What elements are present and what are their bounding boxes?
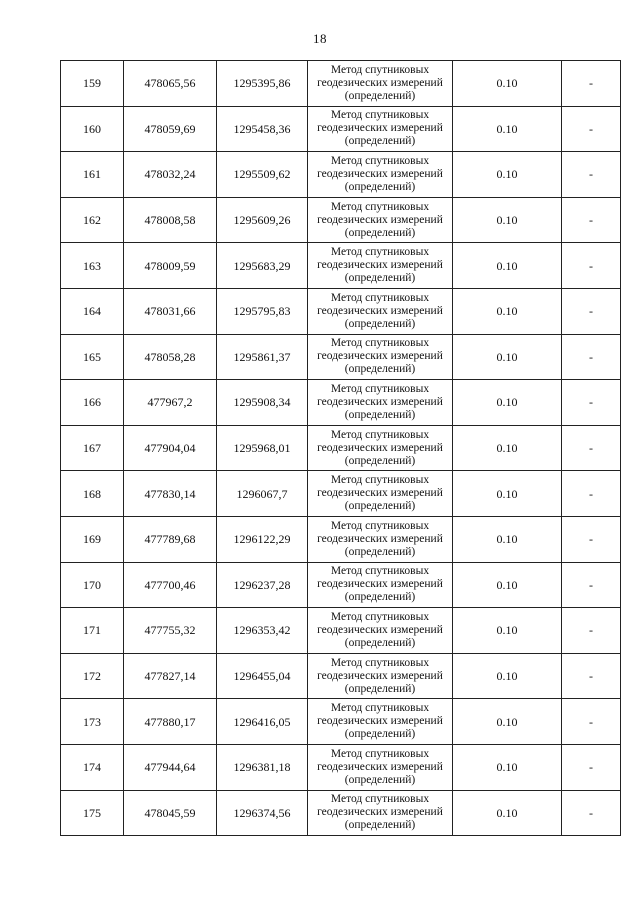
x-coordinate-cell: 478059,69 — [124, 106, 217, 152]
x-coordinate-cell: 478045,59 — [124, 790, 217, 836]
y-coordinate-cell: 1296416,05 — [217, 699, 308, 745]
extra-cell: - — [562, 562, 621, 608]
method-line: (определений) — [344, 408, 416, 421]
method-line: Метод спутниковых — [330, 382, 430, 395]
method-line: Метод спутниковых — [330, 154, 430, 167]
method-line: геодезических измерений — [317, 760, 443, 773]
method-line: геодезических измерений — [317, 395, 443, 408]
method-cell — [308, 608, 453, 654]
y-coordinate-cell: 1296067,7 — [217, 471, 308, 517]
extra-cell: - — [562, 699, 621, 745]
table-row — [61, 699, 621, 745]
x-coordinate-cell: 477967,2 — [124, 380, 217, 426]
method-line: (определений) — [344, 226, 416, 239]
method-line: (определений) — [344, 591, 416, 604]
method-cell — [308, 61, 453, 107]
extra-cell: - — [562, 243, 621, 289]
method-line: (определений) — [344, 317, 416, 330]
extra-cell: - — [562, 790, 621, 836]
method-line: Метод спутниковых — [330, 656, 430, 669]
method-line: (определений) — [344, 682, 416, 695]
x-coordinate-cell: 477880,17 — [124, 699, 217, 745]
y-coordinate-cell: 1295968,01 — [217, 425, 308, 471]
page-number: 18 — [313, 31, 327, 46]
method-cell — [308, 471, 453, 517]
method-cell — [308, 790, 453, 836]
extra-cell: - — [562, 288, 621, 334]
method-line: (определений) — [344, 500, 416, 513]
table-row — [61, 562, 621, 608]
table-row — [61, 744, 621, 790]
y-coordinate-cell: 1296353,42 — [217, 608, 308, 654]
method-cell — [308, 744, 453, 790]
x-coordinate-cell: 478058,28 — [124, 334, 217, 380]
x-coordinate-cell: 478065,56 — [124, 61, 217, 107]
accuracy-cell: 0.10 — [453, 380, 562, 426]
method-cell — [308, 699, 453, 745]
extra-cell: - — [562, 380, 621, 426]
table-row — [61, 653, 621, 699]
table-row — [61, 106, 621, 152]
accuracy-cell: 0.10 — [453, 744, 562, 790]
point-number-cell: 175 — [61, 790, 124, 836]
point-number-cell: 160 — [61, 106, 124, 152]
y-coordinate-cell: 1296455,04 — [217, 653, 308, 699]
point-number-cell: 171 — [61, 608, 124, 654]
method-cell — [308, 106, 453, 152]
method-line: (определений) — [344, 728, 416, 741]
point-number-cell: 172 — [61, 653, 124, 699]
point-number-cell: 169 — [61, 516, 124, 562]
method-line: геодезических измерений — [317, 578, 443, 591]
accuracy-cell: 0.10 — [453, 471, 562, 517]
method-cell — [308, 425, 453, 471]
x-coordinate-cell: 477789,68 — [124, 516, 217, 562]
method-line: (определений) — [344, 636, 416, 649]
point-number-cell: 162 — [61, 197, 124, 243]
method-line: Метод спутниковых — [330, 337, 430, 350]
method-line: геодезических измерений — [317, 304, 443, 317]
method-line: Метод спутниковых — [330, 474, 430, 487]
method-line: Метод спутниковых — [330, 793, 430, 806]
method-cell — [308, 197, 453, 243]
method-cell — [308, 562, 453, 608]
x-coordinate-cell: 477904,04 — [124, 425, 217, 471]
accuracy-cell: 0.10 — [453, 197, 562, 243]
y-coordinate-cell: 1296374,56 — [217, 790, 308, 836]
method-line: Метод спутниковых — [330, 428, 430, 441]
method-cell — [308, 243, 453, 289]
table-row — [61, 516, 621, 562]
y-coordinate-cell: 1296122,29 — [217, 516, 308, 562]
accuracy-cell: 0.10 — [453, 425, 562, 471]
accuracy-cell: 0.10 — [453, 243, 562, 289]
point-number-cell: 173 — [61, 699, 124, 745]
x-coordinate-cell: 477827,14 — [124, 653, 217, 699]
point-number-cell: 165 — [61, 334, 124, 380]
method-line: (определений) — [344, 272, 416, 285]
method-line: геодезических измерений — [317, 669, 443, 682]
method-line: геодезических измерений — [317, 806, 443, 819]
method-line: геодезических измерений — [317, 532, 443, 545]
method-line: (определений) — [344, 819, 416, 832]
method-line: Метод спутниковых — [330, 63, 430, 76]
method-line: (определений) — [344, 89, 416, 102]
extra-cell: - — [562, 744, 621, 790]
accuracy-cell: 0.10 — [453, 608, 562, 654]
method-line: (определений) — [344, 363, 416, 376]
x-coordinate-cell: 477944,64 — [124, 744, 217, 790]
table-row — [61, 790, 621, 836]
y-coordinate-cell: 1296381,18 — [217, 744, 308, 790]
extra-cell: - — [562, 334, 621, 380]
y-coordinate-cell: 1295458,36 — [217, 106, 308, 152]
method-line: геодезических измерений — [317, 487, 443, 500]
y-coordinate-cell: 1295683,29 — [217, 243, 308, 289]
accuracy-cell: 0.10 — [453, 61, 562, 107]
coordinates-table — [60, 60, 621, 836]
x-coordinate-cell: 478031,66 — [124, 288, 217, 334]
x-coordinate-cell: 477700,46 — [124, 562, 217, 608]
method-line: (определений) — [344, 545, 416, 558]
accuracy-cell: 0.10 — [453, 106, 562, 152]
y-coordinate-cell: 1295861,37 — [217, 334, 308, 380]
x-coordinate-cell: 478009,59 — [124, 243, 217, 289]
table-row — [61, 608, 621, 654]
x-coordinate-cell: 477755,32 — [124, 608, 217, 654]
method-line: (определений) — [344, 773, 416, 786]
method-line: Метод спутниковых — [330, 747, 430, 760]
accuracy-cell: 0.10 — [453, 653, 562, 699]
method-line: Метод спутниковых — [330, 519, 430, 532]
method-line: геодезических измерений — [317, 76, 443, 89]
table-row — [61, 380, 621, 426]
accuracy-cell: 0.10 — [453, 152, 562, 198]
method-cell — [308, 288, 453, 334]
y-coordinate-cell: 1295795,83 — [217, 288, 308, 334]
method-cell — [308, 653, 453, 699]
table-row — [61, 425, 621, 471]
method-cell — [308, 334, 453, 380]
method-line: геодезических измерений — [317, 715, 443, 728]
extra-cell: - — [562, 425, 621, 471]
accuracy-cell: 0.10 — [453, 790, 562, 836]
method-line: (определений) — [344, 135, 416, 148]
method-line: (определений) — [344, 454, 416, 467]
method-cell — [308, 152, 453, 198]
coordinates-table-body — [61, 61, 621, 836]
point-number-cell: 174 — [61, 744, 124, 790]
extra-cell: - — [562, 197, 621, 243]
y-coordinate-cell: 1295609,26 — [217, 197, 308, 243]
method-line: (определений) — [344, 180, 416, 193]
accuracy-cell: 0.10 — [453, 562, 562, 608]
extra-cell: - — [562, 152, 621, 198]
table-row — [61, 288, 621, 334]
point-number-cell: 159 — [61, 61, 124, 107]
method-line: Метод спутниковых — [330, 565, 430, 578]
table-row — [61, 197, 621, 243]
accuracy-cell: 0.10 — [453, 516, 562, 562]
point-number-cell: 164 — [61, 288, 124, 334]
method-line: геодезических измерений — [317, 122, 443, 135]
method-line: Метод спутниковых — [330, 702, 430, 715]
extra-cell: - — [562, 608, 621, 654]
method-line: Метод спутниковых — [330, 610, 430, 623]
method-cell — [308, 380, 453, 426]
point-number-cell: 166 — [61, 380, 124, 426]
method-line: геодезических измерений — [317, 441, 443, 454]
method-cell — [308, 516, 453, 562]
table-row — [61, 334, 621, 380]
extra-cell: - — [562, 653, 621, 699]
method-line: геодезических измерений — [317, 213, 443, 226]
y-coordinate-cell: 1295509,62 — [217, 152, 308, 198]
method-line: Метод спутниковых — [330, 200, 430, 213]
y-coordinate-cell: 1295908,34 — [217, 380, 308, 426]
accuracy-cell: 0.10 — [453, 288, 562, 334]
point-number-cell: 161 — [61, 152, 124, 198]
extra-cell: - — [562, 471, 621, 517]
extra-cell: - — [562, 516, 621, 562]
y-coordinate-cell: 1296237,28 — [217, 562, 308, 608]
method-line: Метод спутниковых — [330, 246, 430, 259]
y-coordinate-cell: 1295395,86 — [217, 61, 308, 107]
method-line: Метод спутниковых — [330, 109, 430, 122]
table-row — [61, 243, 621, 289]
table-row — [61, 61, 621, 107]
method-line: геодезических измерений — [317, 259, 443, 272]
point-number-cell: 168 — [61, 471, 124, 517]
accuracy-cell: 0.10 — [453, 699, 562, 745]
extra-cell: - — [562, 61, 621, 107]
method-line: геодезических измерений — [317, 350, 443, 363]
x-coordinate-cell: 477830,14 — [124, 471, 217, 517]
accuracy-cell: 0.10 — [453, 334, 562, 380]
point-number-cell: 170 — [61, 562, 124, 608]
method-line: геодезических измерений — [317, 167, 443, 180]
x-coordinate-cell: 478008,58 — [124, 197, 217, 243]
point-number-cell: 167 — [61, 425, 124, 471]
table-row — [61, 152, 621, 198]
method-line: геодезических измерений — [317, 623, 443, 636]
extra-cell: - — [562, 106, 621, 152]
method-line: Метод спутниковых — [330, 291, 430, 304]
table-row — [61, 471, 621, 517]
point-number-cell: 163 — [61, 243, 124, 289]
x-coordinate-cell: 478032,24 — [124, 152, 217, 198]
